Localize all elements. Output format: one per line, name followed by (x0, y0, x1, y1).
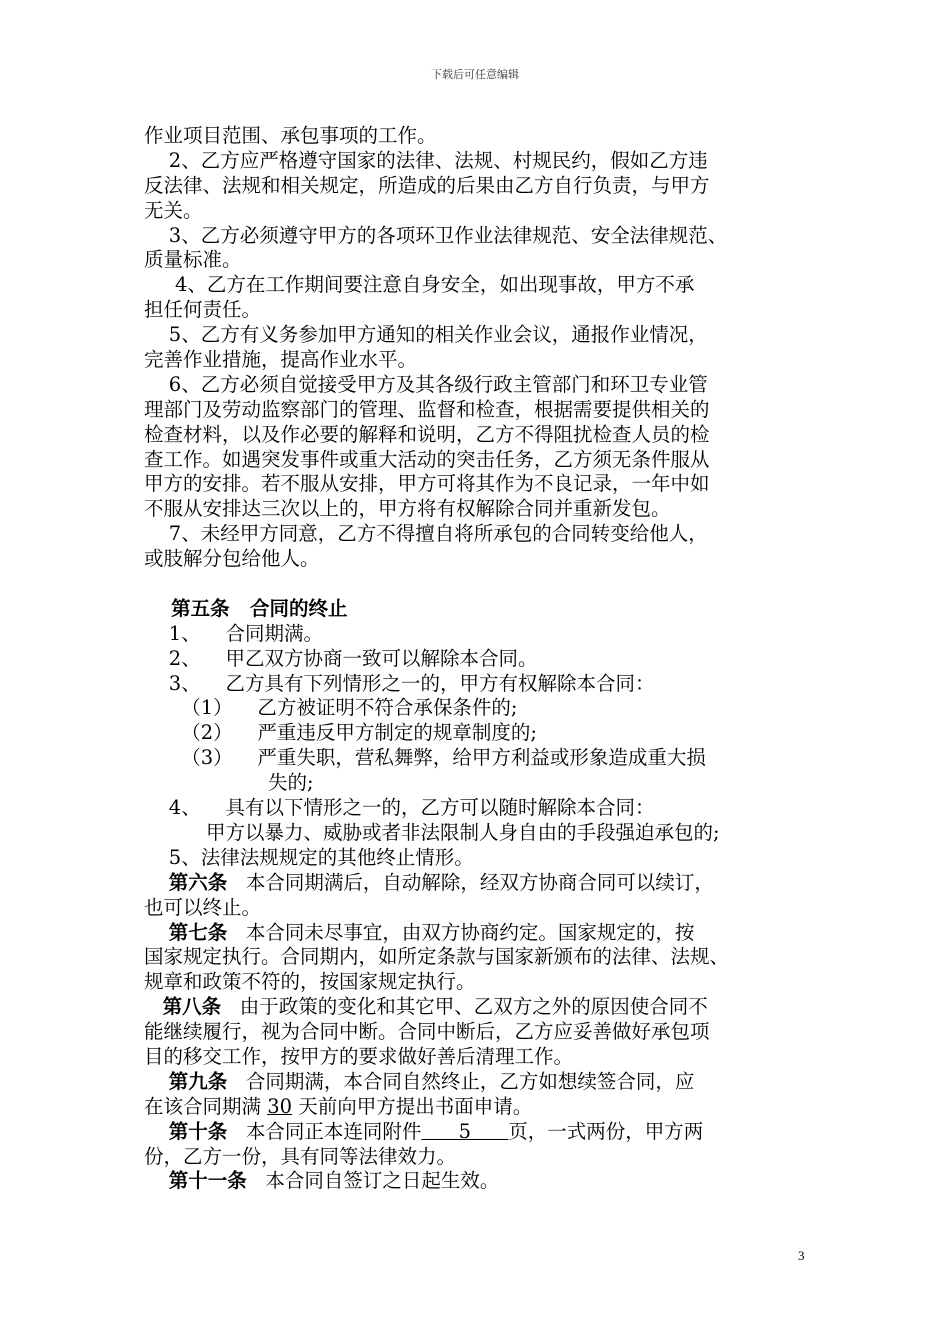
article-line (144, 1070, 824, 1095)
paragraph-line: 反法律、法规和相关规定，所造成的后果由乙方自行负责，与甲方 (144, 173, 710, 197)
paragraph-line: 不服从安排达三次以上的，甲方将有权解除合同并重新发包。 (144, 497, 671, 521)
article-title: 第十一条 (168, 1169, 247, 1193)
article-line (144, 995, 824, 1020)
paragraph-line: 4、乙方在工作期间要注意自身安全，如出现事故，甲方不承 (144, 273, 695, 297)
article-line: 国家规定执行。合同期内，如所定条款与国家新颁布的法律、法规、 (144, 945, 730, 969)
article-title: 第七条 (168, 920, 228, 944)
article-text: 天前向甲方提出书面申请。 (292, 1094, 533, 1118)
page-number: 3 (798, 1248, 805, 1263)
list-item: 甲方以暴力、威胁或者非法限制人身自由的手段强迫承包的; (144, 820, 720, 844)
article-title: 第六条 (168, 870, 228, 894)
article-title: 第八条 (162, 995, 222, 1019)
blank-line (144, 572, 824, 597)
article-text: 本合同期满后，自动解除，经双方协商合同可以续订， (227, 870, 714, 894)
article-text: 在该合同期满 (144, 1094, 268, 1118)
article-line (144, 871, 824, 896)
article-line (144, 1120, 824, 1145)
paragraph-line: 6、乙方必须自觉接受甲方及其各级行政主管部门和环卫专业管 (144, 372, 708, 396)
days-field: 30 (267, 1094, 293, 1118)
paragraph-line: 担任何责任。 (144, 298, 262, 322)
article-line: 份，乙方一份，具有同等法律效力。 (144, 1144, 457, 1168)
page-header: 下载后可任意编辑 (431, 68, 519, 81)
paragraph-line: 检查材料，以及作必要的解释和说明，乙方不得阻扰检查人员的检 (144, 422, 710, 446)
article-line: 目的移交工作，按甲方的要求做好善后清理工作。 (144, 1044, 574, 1068)
article-line (144, 1169, 824, 1194)
article-text: 本合同正本连同附件 (227, 1119, 422, 1143)
document-body (144, 124, 824, 1194)
paragraph-line: 或肢解分包给他人。 (144, 547, 320, 571)
list-item: 5、法律法规规定的其他终止情形。 (144, 845, 474, 869)
article-line: 也可以终止。 (144, 895, 262, 919)
article-text: 本合同未尽事宜，由双方协商约定。国家规定的，按 (227, 920, 695, 944)
article-title: 第十条 (168, 1119, 228, 1143)
paragraph-line: 查工作。如遇突发事件或重大活动的突击任务，乙方须无条件服从 (144, 447, 710, 471)
paragraph-line: 作业项目范围、承包事项的工作。 (144, 124, 437, 147)
paragraph-line: 2、乙方应严格遵守国家的法律、法规、村规民约，假如乙方违 (144, 148, 708, 172)
list-item: 失的; (144, 771, 314, 795)
list-item: 2、 甲乙双方协商一致可以解除本合同。 (144, 646, 538, 670)
article-line (144, 1095, 824, 1120)
article-title: 第九条 (168, 1069, 228, 1093)
list-item: （1） 乙方被证明不符合承保条件的; (144, 696, 518, 720)
article-line (144, 921, 824, 946)
pages-field: 5 (421, 1119, 509, 1143)
paragraph-line: 完善作业措施，提高作业水平。 (144, 348, 418, 372)
article-text: 页，一式两份，甲方两 (508, 1119, 704, 1143)
paragraph-line: 3、乙方必须遵守甲方的各项环卫作业法律规范、安全法律规范、 (144, 223, 728, 247)
paragraph-line: 无关。 (144, 198, 203, 222)
article-line: 规章和政策不符的，按国家规定执行。 (144, 970, 476, 994)
article-text: 由于政策的变化和其它甲、乙双方之外的原因使合同不 (221, 995, 708, 1019)
article-text: 合同期满，本合同自然终止，乙方如想续签合同，应 (227, 1069, 695, 1093)
article-text: 本合同自签订之日起生效。 (246, 1169, 500, 1193)
paragraph-line: 5、乙方有义务参加甲方通知的相关作业会议，通报作业情况， (144, 323, 708, 347)
list-item: 4、 具有以下情形之一的，乙方可以随时解除本合同： (144, 796, 655, 820)
paragraph-line: 7、未经甲方同意，乙方不得擅自将所承包的合同转变给他人， (144, 522, 708, 546)
list-item: 1、 合同期满。 (144, 621, 323, 645)
paragraph-line: 理部门及劳动监察部门的管理、监督和检查，根据需要提供相关的 (144, 397, 710, 421)
section-heading: 第五条 合同的终止 (144, 596, 348, 620)
paragraph-line: 质量标准。 (144, 248, 242, 272)
list-item: （3） 严重失职，营私舞弊，给甲方利益或形象造成重大损 (144, 746, 706, 770)
article-line: 能继续履行，视为合同中断。合同中断后，乙方应妥善做好承包项 (144, 1020, 710, 1044)
paragraph-line: 甲方的安排。若不服从安排，甲方可将其作为不良记录，一年中如 (144, 472, 710, 496)
list-item: 3、 乙方具有下列情形之一的，甲方有权解除本合同： (144, 671, 655, 695)
list-item: （2） 严重违反甲方制定的规章制度的; (144, 721, 537, 745)
